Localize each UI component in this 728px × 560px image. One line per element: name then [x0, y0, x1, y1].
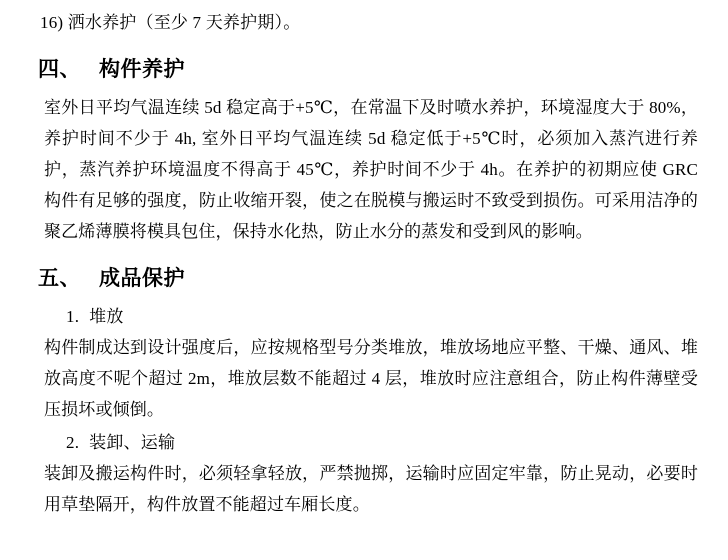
section-title: 成品保护 — [99, 266, 185, 290]
subsection-heading-2 — [66, 427, 698, 458]
numbered-list-item-16: 16) 洒水养护（至少 7 天养护期）。 — [40, 13, 301, 32]
subsection-number: 2. — [66, 433, 80, 452]
subsection-title: 装卸、运输 — [89, 433, 176, 452]
subsection-1-text: 构件制成达到设计强度后，应按规格型号分类堆放，堆放场地应平整、干燥、通风、堆放高度不呢个超过 2m，堆放层数不能超过 4 层，堆放时应注意组合，防止构件薄壁受压损坏或倾倒。 — [44, 338, 698, 419]
section-number: 五、 — [38, 266, 81, 290]
subsection-number: 1. — [66, 307, 80, 326]
section-heading-five — [38, 261, 698, 295]
subsection-heading-1 — [66, 301, 698, 332]
section-number: 四、 — [38, 57, 81, 81]
section-heading-four — [38, 52, 698, 86]
section-title: 构件养护 — [99, 57, 185, 81]
subsection-title: 堆放 — [89, 307, 124, 326]
subsection-2-text: 装卸及搬运构件时，必须轻拿轻放，严禁抛掷，运输时应固定牢靠，防止晃动，必要时用草垫隔开，构件放置不能超过车厢长度。 — [44, 464, 698, 514]
section-four-paragraph: 室外日平均气温连续 5d 稳定高于+5℃，在常温下及时喷水养护，环境湿度大于 80%，养护时间不少于 4h, 室外日平均气温连续 5d 稳定低于+5℃时，必须加入蒸汽进行养护，蒸汽养护环境温度不得高于 45℃，养护时间不少于 4h。在养护的初期应使 GRC 构件有足够的强度，防止收缩开裂，使之在脱模与搬运时不致受到损伤。可采用洁净的聚乙烯薄膜将模具包住，保持水化热，防止水分的蒸发和受到风的影响。 — [44, 98, 698, 241]
